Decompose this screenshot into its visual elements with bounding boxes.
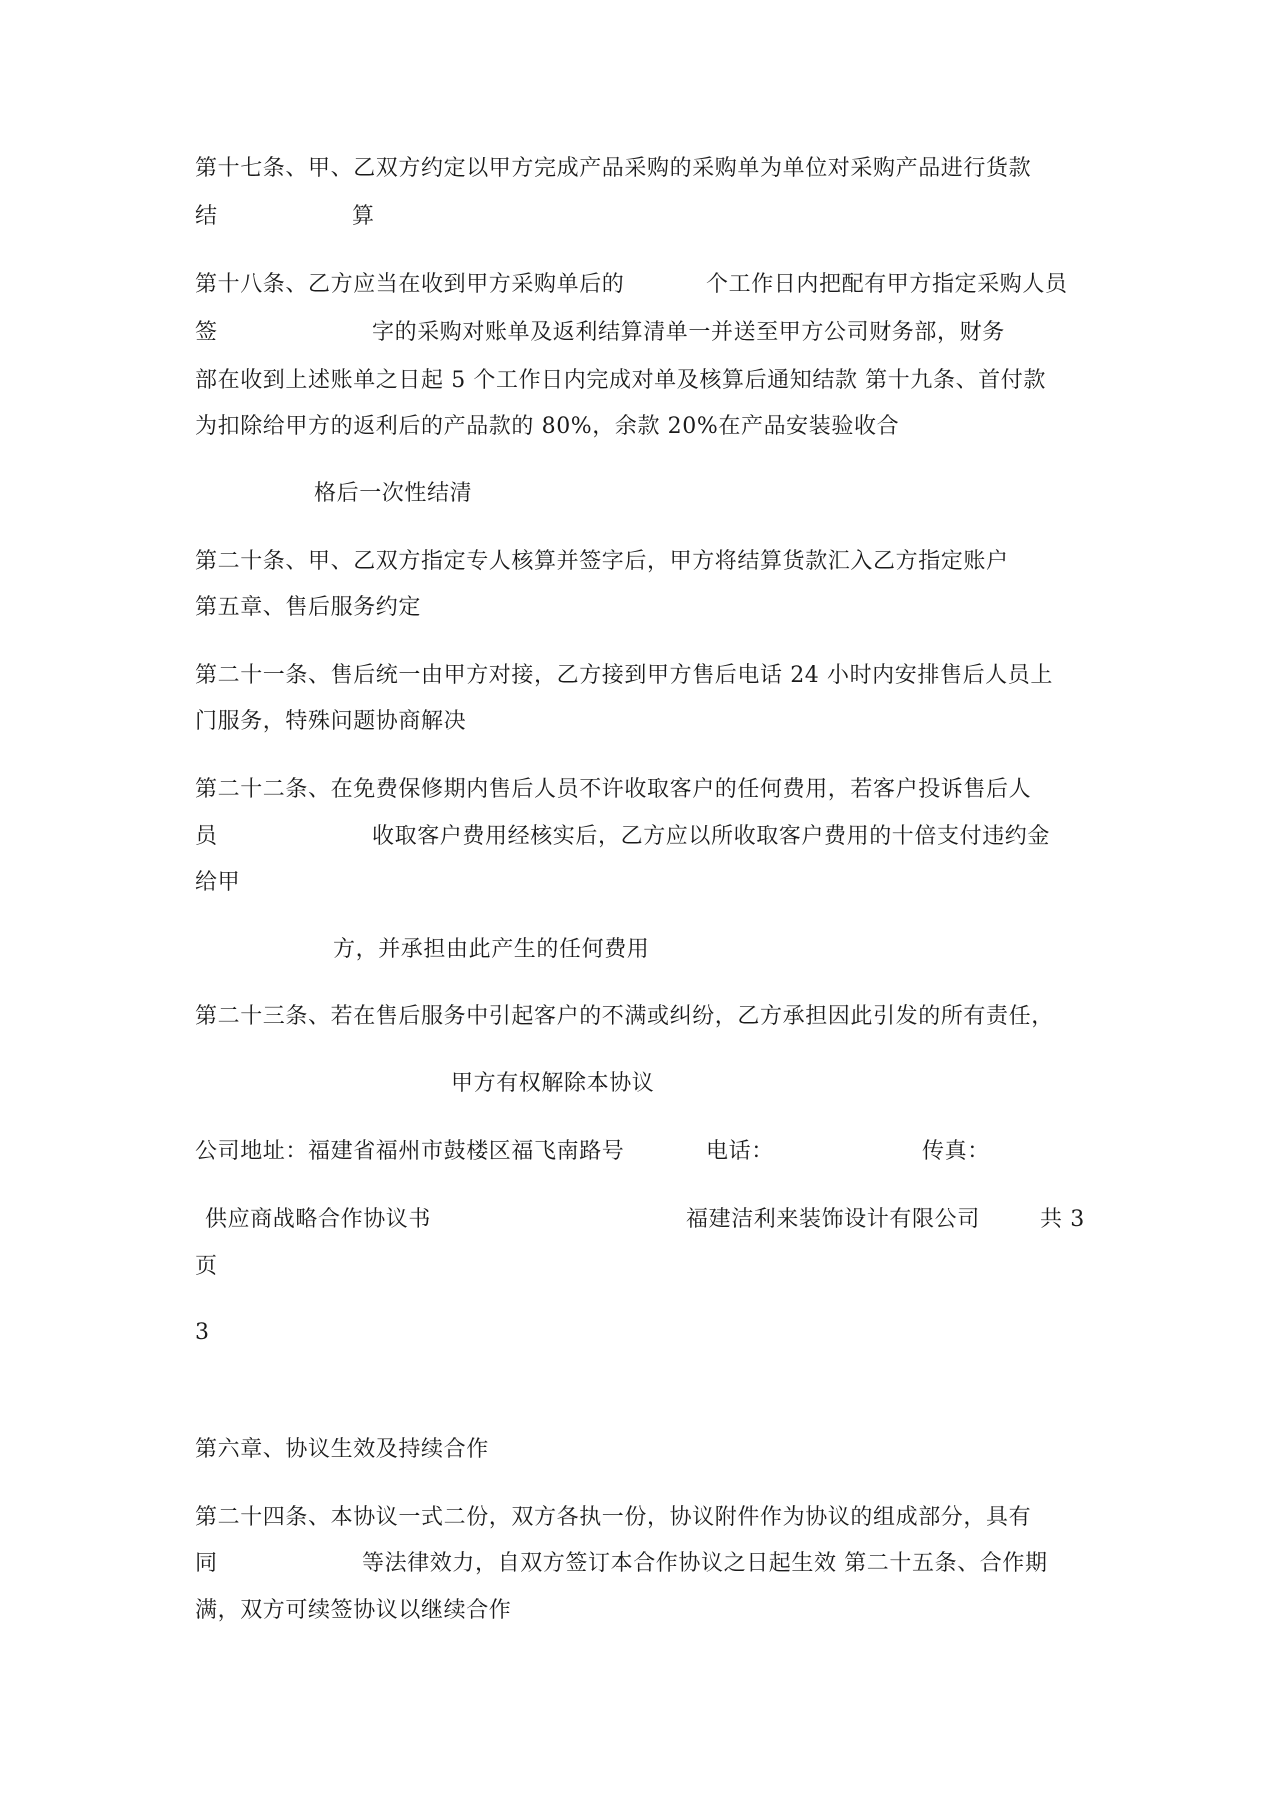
page-unit: 页 <box>195 1254 218 1279</box>
phone-label: 电话： <box>706 1139 774 1164</box>
article-21-line-1: 第二十一条、售后统一由甲方对接，乙方接到甲方售后电话 24 小时内安排售后人员上 <box>195 663 1053 688</box>
article-18-line-4: 为扣除给甲方的返利后的产品款的 80%，余款 20%在产品安装验收合 <box>195 414 900 439</box>
article-17-line-1: 第十七条、甲、乙双方约定以甲方完成产品采购的采购单为单位对采购产品进行货款 <box>195 156 1032 181</box>
article-24-line-1: 第二十四条、本协议一式二份，双方各执一份，协议附件作为协议的组成部分，具有 <box>195 1505 1032 1530</box>
article-22-line-2a: 员 <box>195 824 218 849</box>
article-22-line-1: 第二十二条、在免费保修期内售后人员不许收取客户的任何费用，若客户投诉售后人 <box>195 777 1032 802</box>
article-17-line-2a: 结 <box>195 204 218 229</box>
article-24-line-2b: 等法律效力，自双方签订本合作协议之日起生效 第二十五条、合作期 <box>362 1551 1048 1576</box>
article-18-line-2a: 签 <box>195 320 218 345</box>
article-24-line-2a: 同 <box>195 1551 218 1576</box>
page-number: 3 <box>195 1320 210 1345</box>
fax-label: 传真： <box>922 1139 990 1164</box>
article-18-line-1a: 第十八条、乙方应当在收到甲方采购单后的 <box>195 272 625 297</box>
article-22-line-2b: 收取客户费用经核实后，乙方应以所收取客户费用的十倍支付违约金 <box>372 824 1051 849</box>
article-18-line-2b: 字的采购对账单及返利结算清单一并送至甲方公司财务部，财务 <box>372 320 1005 345</box>
article-21-line-2: 门服务，特殊问题协商解决 <box>195 709 467 734</box>
document-title: 供应商战略合作协议书 <box>205 1207 432 1232</box>
article-18-line-3: 部在收到上述账单之日起 5 个工作日内完成对单及核算后通知结款 第十九条、首付款 <box>195 368 1046 393</box>
article-18-line-5: 格后一次性结清 <box>314 481 473 506</box>
company-address: 公司地址：福建省福州市鼓楼区福飞南路号 <box>195 1139 625 1164</box>
article-23-line-2: 甲方有权解除本协议 <box>451 1071 655 1096</box>
article-17-line-2b: 算 <box>352 204 375 229</box>
chapter-6-title: 第六章、协议生效及持续合作 <box>195 1437 489 1462</box>
article-22-line-3: 给甲 <box>195 870 241 895</box>
article-18-line-1b: 个工作日内把配有甲方指定采购人员 <box>706 272 1068 297</box>
article-20-line-1: 第二十条、甲、乙双方指定专人核算并签字后，甲方将结算货款汇入乙方指定账户 <box>195 549 1009 574</box>
company-name: 福建洁利来装饰设计有限公司 <box>686 1207 980 1232</box>
article-22-line-4: 方，并承担由此产生的任何费用 <box>333 937 650 962</box>
article-23-line-1: 第二十三条、若在售后服务中引起客户的不满或纠纷，乙方承担因此引发的所有责任， <box>195 1004 1054 1029</box>
chapter-5-title: 第五章、售后服务约定 <box>195 595 422 620</box>
total-pages: 共 3 <box>1040 1207 1085 1232</box>
article-24-line-3: 满，双方可续签协议以继续合作 <box>195 1598 512 1623</box>
